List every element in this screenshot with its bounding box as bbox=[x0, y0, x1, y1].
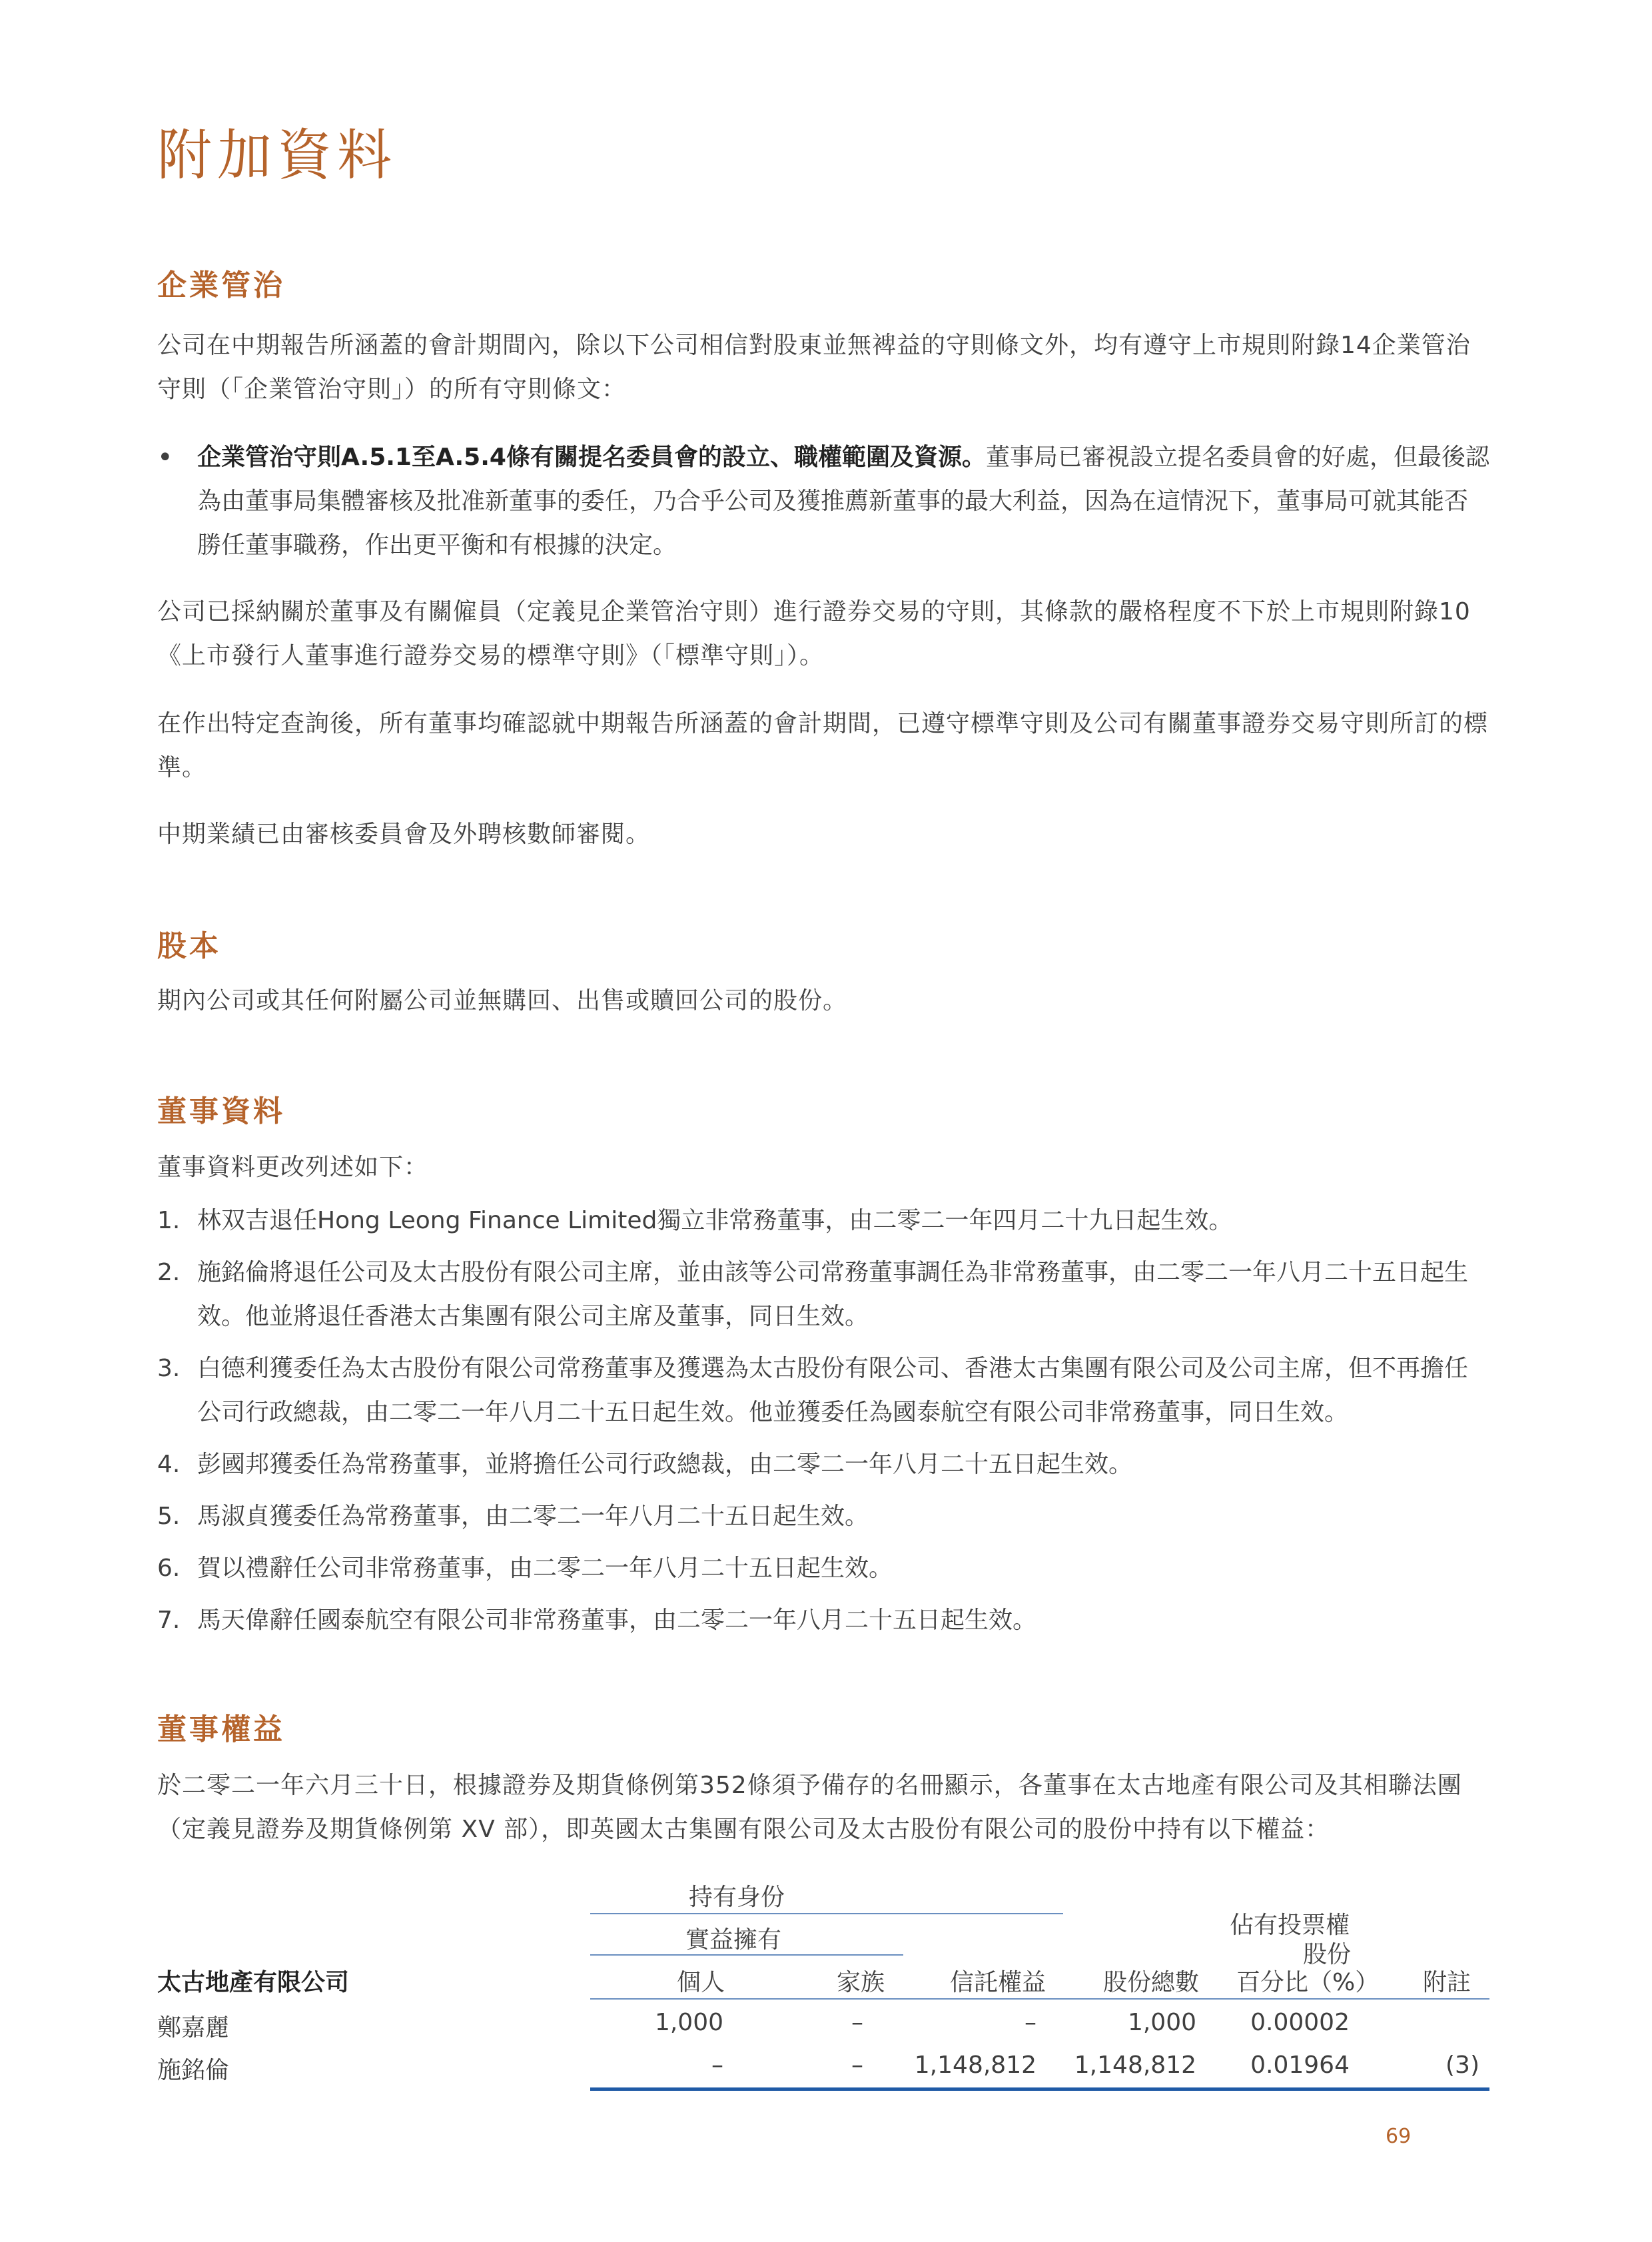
directors-list bbox=[157, 1199, 1489, 1651]
subgroup-header-rule bbox=[590, 1954, 903, 1956]
table-row-1-trust: – bbox=[1025, 2009, 1036, 2036]
cg-bullet bbox=[157, 436, 1489, 567]
cg-bullet-bold: 企業管治守則A.5.1至A.5.4條有關提名委員會的設立、職權範圍及資源。 bbox=[197, 444, 986, 471]
cg-para-3: 在作出特定查詢後，所有董事均確認就中期報告所涵蓋的會計期間，已遵守標準守則及公司有關董事證券交易守則所訂的標準。 bbox=[157, 710, 1489, 781]
page-number: 69 bbox=[1386, 2125, 1412, 2148]
table-col-pct-line3: 百分比（%） bbox=[1236, 1969, 1380, 1996]
cg-intro: 公司在中期報告所涵蓋的會計期間內，除以下公司相信對股東並無裨益的守則條文外，均有遵守上市規則附錄14企業管治守則（「企業管治守則」）的所有守則條文： bbox=[157, 332, 1471, 403]
cg-para-4: 中期業績已由審核委員會及外聘核數師審閱。 bbox=[157, 821, 651, 848]
table-row-2-note: (3) bbox=[1446, 2052, 1479, 2079]
page-title: 附加資料 bbox=[157, 124, 398, 187]
list-item: 4. 彭國邦獲委任為常務董事，並將擔任公司行政總裁，由二零二一年八月二十五日起生效。 bbox=[157, 1451, 1133, 1478]
table-col-note: 附註 bbox=[1423, 1969, 1471, 1996]
table-row-1-family: – bbox=[851, 2009, 863, 2036]
section-heading-share-capital: 股本 bbox=[157, 929, 221, 963]
table-row-2-name: 施銘倫 bbox=[157, 2057, 230, 2084]
table-col-pct-line2: 股份 bbox=[1303, 1941, 1352, 1968]
table-row-2-family: – bbox=[851, 2052, 863, 2079]
table-row-1-pct: 0.00002 bbox=[1250, 2009, 1350, 2036]
section-heading-corporate-governance: 企業管治 bbox=[157, 268, 285, 302]
table-row-1-total: 1,000 bbox=[1127, 2009, 1196, 2036]
table-col-trust: 信託權益 bbox=[950, 1969, 1046, 1996]
table-row-2-trust: 1,148,812 bbox=[914, 2052, 1036, 2079]
list-item: 1. 林双吉退任Hong Leong Finance Limited獨立非常務董事，由二零二一年四月二十九日起生效。 bbox=[157, 1207, 1233, 1234]
list-item: 2. 施銘倫將退任公司及太古股份有限公司主席，並由該等公司常務董事調任為非常務董事，由二零二一年八月二十五日起生效。他並將退任香港太古集團有限公司主席及董事，同日生效。 bbox=[157, 1259, 1469, 1330]
table-subgroup-header: 實益擁有 bbox=[685, 1926, 781, 1954]
table-row-1-name: 鄭嘉麗 bbox=[157, 2014, 230, 2042]
table-col-family: 家族 bbox=[837, 1969, 885, 1996]
table-col-personal: 個人 bbox=[677, 1969, 725, 1996]
table-row-2-pct: 0.01964 bbox=[1250, 2052, 1350, 2079]
list-item: 3. 白德利獲委任為太古股份有限公司常務董事及獲選為太古股份有限公司、香港太古集團有限公司及公司主席，但不再擔任公司行政總裁，由二零二一年八月二十五日起生效。他並獲委任為國泰航空有限公司非常務董事，同日生效。 bbox=[157, 1355, 1469, 1426]
list-item: 7. 馬天偉辭任國泰航空有限公司非常務董事，由二零二一年八月二十五日起生效。 bbox=[157, 1607, 1037, 1634]
interests-intro: 於二零二一年六月三十日，根據證券及期貨條例第352條須予備存的名冊顯示，各董事在太古地產有限公司及其相聯法團（定義見證券及期貨條例第 XV 部），即英國太古集團有限公司及太古股份有限公司的股份中持有以下權益： bbox=[157, 1772, 1462, 1843]
table-row-2-personal: – bbox=[711, 2052, 723, 2079]
table-col-pct-line1: 佔有投票權 bbox=[1229, 1912, 1350, 1939]
share-capital-text: 期內公司或其任何附屬公司並無購回、出售或贖回公司的股份。 bbox=[157, 987, 848, 1014]
table-row-1-personal: 1,000 bbox=[654, 2009, 723, 2036]
list-item: 6. 賀以禮辭任公司非常務董事，由二零二一年八月二十五日起生效。 bbox=[157, 1555, 893, 1582]
interests-table bbox=[157, 1878, 1489, 2091]
section-heading-directors-info: 董事資料 bbox=[157, 1094, 285, 1128]
table-col-total: 股份總數 bbox=[1103, 1969, 1200, 1996]
cg-bullet-text: 董事局已審視設立提名委員會的好處，但最後認為由董事局集體審核及批准新董事的委任，乃合乎公司及獲推薦新董事的最大利益，因為在這情況下，董事局可就其能否勝任董事職務，作出更平衡和有根據的決定。 bbox=[197, 444, 1489, 559]
column-header-rule bbox=[590, 1998, 1489, 2000]
cg-para-2: 公司已採納關於董事及有關僱員（定義見企業管治守則）進行證券交易的守則，其條款的嚴格程度不下於上市規則附錄10《上市發行人董事進行證券交易的標準守則》（「標準守則」）。 bbox=[157, 598, 1471, 669]
table-group-header: 持有身份 bbox=[688, 1884, 785, 1911]
table-company-header: 太古地產有限公司 bbox=[157, 1969, 350, 1996]
group-header-rule bbox=[590, 1913, 1063, 1914]
section-heading-directors-interests: 董事權益 bbox=[157, 1712, 285, 1746]
list-item: 5. 馬淑貞獲委任為常務董事，由二零二一年八月二十五日起生效。 bbox=[157, 1503, 869, 1530]
table-bottom-rule bbox=[590, 2087, 1489, 2091]
directors-intro: 董事資料更改列述如下： bbox=[157, 1154, 429, 1181]
bullet-dot-icon: • bbox=[157, 442, 173, 473]
table-row-2-total: 1,148,812 bbox=[1074, 2052, 1196, 2079]
